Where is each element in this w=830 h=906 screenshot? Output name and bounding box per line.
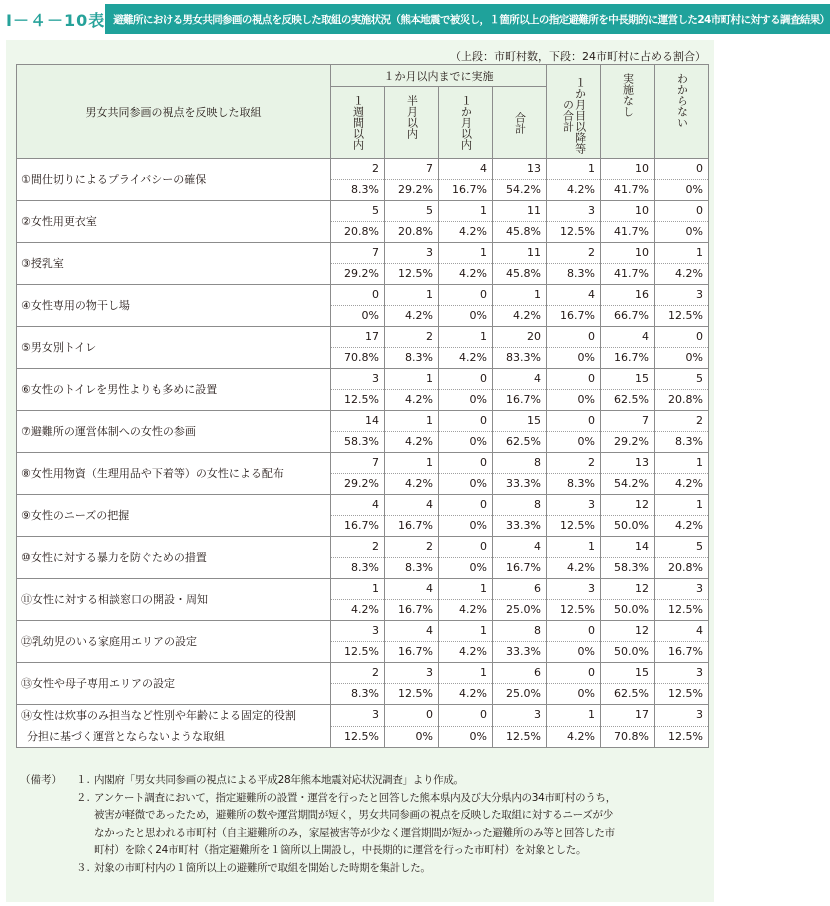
count-cell: 4 bbox=[385, 621, 439, 642]
count-cell: 6 bbox=[493, 579, 547, 600]
percent-cell: 50.0% bbox=[601, 516, 655, 537]
count-cell: 3 bbox=[655, 705, 709, 727]
percent-cell: 4.2% bbox=[439, 348, 493, 369]
count-cell: 7 bbox=[331, 453, 385, 474]
percent-cell: 58.3% bbox=[601, 558, 655, 579]
count-cell: 0 bbox=[439, 705, 493, 727]
percent-cell: 16.7% bbox=[547, 306, 601, 327]
note-text: 被害が軽微であったため，避難所の数や運営期間が短く，男女共同参画の視点を反映した取組に対するニーズが少 bbox=[94, 809, 613, 821]
percent-cell: 4.2% bbox=[439, 264, 493, 285]
count-cell: 3 bbox=[331, 705, 385, 727]
note-number bbox=[76, 807, 94, 825]
table-row-count bbox=[17, 285, 709, 306]
count-cell: 3 bbox=[547, 495, 601, 516]
percent-cell: 50.0% bbox=[601, 642, 655, 663]
count-cell: 0 bbox=[439, 285, 493, 306]
note-line bbox=[20, 807, 700, 825]
count-cell: 4 bbox=[331, 495, 385, 516]
row-label: ⑤男女別トイレ bbox=[17, 327, 331, 369]
count-cell: 3 bbox=[655, 663, 709, 684]
percent-cell: 25.0% bbox=[493, 600, 547, 621]
group-header: １か月以内までに実施 bbox=[331, 65, 547, 87]
row-label-line: ⑭女性は炊事のみ担当など性別や年齢による固定的役割 bbox=[21, 709, 296, 722]
count-cell: 2 bbox=[547, 453, 601, 474]
count-cell: 15 bbox=[601, 369, 655, 390]
count-cell: 3 bbox=[655, 579, 709, 600]
percent-cell: 12.5% bbox=[331, 642, 385, 663]
count-cell: 13 bbox=[493, 159, 547, 180]
count-cell: 5 bbox=[331, 201, 385, 222]
count-cell: 1 bbox=[439, 201, 493, 222]
count-cell: 7 bbox=[601, 411, 655, 432]
notes-label bbox=[20, 842, 76, 860]
count-cell: 0 bbox=[331, 285, 385, 306]
table-body bbox=[17, 159, 709, 748]
percent-cell: 29.2% bbox=[331, 474, 385, 495]
percent-cell: 0% bbox=[547, 684, 601, 705]
count-cell: 7 bbox=[331, 243, 385, 264]
count-cell: 4 bbox=[601, 327, 655, 348]
col-header-none: 実施なし bbox=[601, 65, 655, 159]
percent-cell: 4.2% bbox=[547, 726, 601, 748]
note-line bbox=[20, 860, 700, 878]
percent-cell: 4.2% bbox=[439, 222, 493, 243]
percent-cell: 16.7% bbox=[493, 390, 547, 411]
percent-cell: 4.2% bbox=[385, 474, 439, 495]
percent-cell: 12.5% bbox=[385, 684, 439, 705]
count-cell: 10 bbox=[601, 159, 655, 180]
row-label: ⑫乳幼児のいる家庭用エリアの設定 bbox=[17, 621, 331, 663]
percent-cell: 70.8% bbox=[601, 726, 655, 748]
count-cell: 1 bbox=[385, 453, 439, 474]
table-row-count bbox=[17, 621, 709, 642]
percent-cell: 16.7% bbox=[439, 180, 493, 201]
note-number: １. bbox=[76, 774, 90, 786]
col-header-month: １か月以内 bbox=[439, 87, 493, 159]
count-cell: 1 bbox=[385, 285, 439, 306]
col-header-unknown: わからない bbox=[655, 65, 709, 159]
percent-cell: 4.2% bbox=[493, 306, 547, 327]
percent-cell: 33.3% bbox=[493, 516, 547, 537]
percent-cell: 16.7% bbox=[385, 600, 439, 621]
percent-cell: 16.7% bbox=[493, 558, 547, 579]
count-cell: 0 bbox=[439, 453, 493, 474]
count-cell: 15 bbox=[493, 411, 547, 432]
count-cell: 1 bbox=[439, 621, 493, 642]
count-cell: 3 bbox=[385, 243, 439, 264]
percent-cell: 8.3% bbox=[385, 558, 439, 579]
percent-cell: 4.2% bbox=[547, 180, 601, 201]
note-text: なかったと思われる市町村（自主避難所のみ，家屋被害等が少なく運営期間が短かった避難所のみ等と回答した市 bbox=[94, 826, 615, 839]
note-text: 内閣府「男女共同参画の視点による平成28年熊本地震対応状況調査」より作成。 bbox=[94, 774, 464, 786]
count-cell: 1 bbox=[655, 453, 709, 474]
table-row-count bbox=[17, 159, 709, 180]
notes bbox=[20, 772, 700, 877]
row-label: ④女性専用の物干し場 bbox=[17, 285, 331, 327]
percent-cell: 20.8% bbox=[655, 390, 709, 411]
table-row-count bbox=[17, 327, 709, 348]
percent-cell: 12.5% bbox=[493, 726, 547, 748]
table-row-count bbox=[17, 369, 709, 390]
percent-cell: 4.2% bbox=[655, 474, 709, 495]
count-cell: 0 bbox=[655, 327, 709, 348]
note-text: アンケート調査において，指定避難所の設置・運営を行ったと回答した熊本県内及び大分県内の34市町村のうち， bbox=[94, 791, 616, 804]
count-cell: 1 bbox=[655, 243, 709, 264]
table-row-count bbox=[17, 663, 709, 684]
row-label: ③授乳室 bbox=[17, 243, 331, 285]
percent-cell: 54.2% bbox=[493, 180, 547, 201]
count-cell: 6 bbox=[493, 663, 547, 684]
percent-cell: 12.5% bbox=[655, 726, 709, 748]
count-cell: 3 bbox=[655, 285, 709, 306]
table-row-count bbox=[17, 537, 709, 558]
row-label: ②女性用更衣室 bbox=[17, 201, 331, 243]
percent-cell: 0% bbox=[547, 348, 601, 369]
percent-cell: 16.7% bbox=[385, 642, 439, 663]
percent-cell: 16.7% bbox=[385, 516, 439, 537]
count-cell: 1 bbox=[385, 411, 439, 432]
count-cell: 5 bbox=[655, 369, 709, 390]
percent-cell: 25.0% bbox=[493, 684, 547, 705]
percent-cell: 45.8% bbox=[493, 222, 547, 243]
count-cell: 4 bbox=[439, 159, 493, 180]
percent-cell: 33.3% bbox=[493, 642, 547, 663]
percent-cell: 20.8% bbox=[331, 222, 385, 243]
row-label: ⑥女性のトイレを男性よりも多めに設置 bbox=[17, 369, 331, 411]
count-cell: 4 bbox=[655, 621, 709, 642]
count-cell: 17 bbox=[601, 705, 655, 727]
count-cell: 8 bbox=[493, 453, 547, 474]
count-cell: 5 bbox=[385, 201, 439, 222]
count-cell: 12 bbox=[601, 495, 655, 516]
count-cell: 0 bbox=[547, 621, 601, 642]
count-cell: 1 bbox=[547, 537, 601, 558]
row-label: ⑦避難所の運営体制への女性の参画 bbox=[17, 411, 331, 453]
count-cell: 0 bbox=[439, 369, 493, 390]
count-cell: 2 bbox=[385, 537, 439, 558]
table-row-count bbox=[17, 453, 709, 474]
percent-cell: 12.5% bbox=[655, 306, 709, 327]
table-row-count bbox=[17, 201, 709, 222]
percent-cell: 12.5% bbox=[385, 264, 439, 285]
percent-cell: 12.5% bbox=[331, 726, 385, 748]
note-line bbox=[20, 772, 700, 790]
percent-cell: 4.2% bbox=[385, 390, 439, 411]
count-cell: 1 bbox=[439, 663, 493, 684]
percent-cell: 20.8% bbox=[385, 222, 439, 243]
count-cell: 2 bbox=[331, 537, 385, 558]
table-row-count bbox=[17, 243, 709, 264]
count-cell: 0 bbox=[547, 663, 601, 684]
count-cell: 11 bbox=[493, 243, 547, 264]
note-text: 対象の市町村内の１箇所以上の避難所で取組を開始した時期を集計した。 bbox=[94, 861, 431, 874]
percent-cell: 0% bbox=[547, 432, 601, 453]
percent-cell: 4.2% bbox=[655, 264, 709, 285]
note-line bbox=[20, 790, 700, 808]
count-cell: 4 bbox=[493, 369, 547, 390]
count-cell: 17 bbox=[331, 327, 385, 348]
count-cell: 12 bbox=[601, 621, 655, 642]
col-header-half-month: 半月以内 bbox=[385, 87, 439, 159]
count-cell: 10 bbox=[601, 243, 655, 264]
percent-cell: 0% bbox=[439, 390, 493, 411]
percent-cell: 0% bbox=[385, 726, 439, 748]
table-title: 避難所における男女共同参画の視点を反映した取組の実施状況（熊本地震で被災し，１箇所以上の指定避難所を中長期的に運営した24市町村に対する調査結果） bbox=[105, 4, 829, 34]
count-cell: 14 bbox=[601, 537, 655, 558]
percent-cell: 45.8% bbox=[493, 264, 547, 285]
col-header-after-month: １か月目以降等の合計 bbox=[547, 65, 601, 159]
count-cell: 0 bbox=[439, 537, 493, 558]
note-number bbox=[76, 842, 94, 860]
count-cell: 10 bbox=[601, 201, 655, 222]
percent-cell: 4.2% bbox=[331, 600, 385, 621]
count-cell: 1 bbox=[547, 705, 601, 727]
table-row-count bbox=[17, 579, 709, 600]
count-cell: 12 bbox=[601, 579, 655, 600]
percent-cell: 20.8% bbox=[655, 558, 709, 579]
percent-cell: 58.3% bbox=[331, 432, 385, 453]
row-label: ①間仕切りによるプライバシーの確保 bbox=[17, 159, 331, 201]
percent-cell: 8.3% bbox=[547, 264, 601, 285]
percent-cell: 12.5% bbox=[547, 516, 601, 537]
count-cell: 8 bbox=[493, 621, 547, 642]
count-cell: 0 bbox=[655, 201, 709, 222]
percent-cell: 8.3% bbox=[655, 432, 709, 453]
count-cell: 3 bbox=[547, 201, 601, 222]
percent-cell: 29.2% bbox=[601, 432, 655, 453]
percent-cell: 0% bbox=[655, 180, 709, 201]
count-cell: 4 bbox=[385, 495, 439, 516]
table-row-count bbox=[17, 411, 709, 432]
percent-cell: 4.2% bbox=[439, 642, 493, 663]
percent-cell: 0% bbox=[655, 348, 709, 369]
percent-cell: 12.5% bbox=[655, 684, 709, 705]
count-cell: 0 bbox=[385, 705, 439, 727]
percent-cell: 4.2% bbox=[439, 684, 493, 705]
item-header: 男女共同参画の視点を反映した取組 bbox=[17, 65, 331, 159]
unit-note: （上段：市町村数，下段：24市町村に占める割合） bbox=[450, 50, 706, 63]
count-cell: 0 bbox=[439, 411, 493, 432]
count-cell: 2 bbox=[655, 411, 709, 432]
count-cell: 5 bbox=[655, 537, 709, 558]
count-cell: 0 bbox=[439, 495, 493, 516]
count-cell: 15 bbox=[601, 663, 655, 684]
notes-label: （備考） bbox=[20, 774, 62, 786]
percent-cell: 41.7% bbox=[601, 222, 655, 243]
percent-cell: 8.3% bbox=[331, 180, 385, 201]
percent-cell: 16.7% bbox=[331, 516, 385, 537]
percent-cell: 0% bbox=[439, 432, 493, 453]
count-cell: 4 bbox=[385, 579, 439, 600]
count-cell: 14 bbox=[331, 411, 385, 432]
percent-cell: 8.3% bbox=[385, 348, 439, 369]
percent-cell: 62.5% bbox=[601, 390, 655, 411]
percent-cell: 8.3% bbox=[547, 474, 601, 495]
percent-cell: 0% bbox=[439, 306, 493, 327]
percent-cell: 4.2% bbox=[547, 558, 601, 579]
row-label: ⑨女性のニーズの把握 bbox=[17, 495, 331, 537]
count-cell: 3 bbox=[331, 369, 385, 390]
count-cell: 1 bbox=[547, 159, 601, 180]
percent-cell: 0% bbox=[331, 306, 385, 327]
notes-label bbox=[20, 860, 76, 878]
row-label: ⑪女性に対する相談窓口の開設・周知 bbox=[17, 579, 331, 621]
percent-cell: 4.2% bbox=[439, 600, 493, 621]
percent-cell: 41.7% bbox=[601, 180, 655, 201]
percent-cell: 0% bbox=[547, 642, 601, 663]
table-number: Ⅰ－４－10表 bbox=[6, 10, 106, 30]
percent-cell: 62.5% bbox=[601, 684, 655, 705]
note-number: ３. bbox=[76, 861, 90, 874]
notes-label bbox=[20, 790, 76, 808]
count-cell: 1 bbox=[439, 243, 493, 264]
note-line bbox=[20, 825, 700, 843]
table-row-count bbox=[17, 495, 709, 516]
percent-cell: 4.2% bbox=[655, 516, 709, 537]
count-cell: 4 bbox=[547, 285, 601, 306]
results-table bbox=[16, 64, 709, 748]
count-cell: 0 bbox=[655, 159, 709, 180]
percent-cell: 12.5% bbox=[547, 222, 601, 243]
percent-cell: 83.3% bbox=[493, 348, 547, 369]
percent-cell: 0% bbox=[655, 222, 709, 243]
percent-cell: 41.7% bbox=[601, 264, 655, 285]
count-cell: 1 bbox=[439, 327, 493, 348]
percent-cell: 8.3% bbox=[331, 558, 385, 579]
count-cell: 13 bbox=[601, 453, 655, 474]
percent-cell: 12.5% bbox=[331, 390, 385, 411]
notes-label bbox=[20, 807, 76, 825]
percent-cell: 0% bbox=[547, 390, 601, 411]
count-cell: 1 bbox=[655, 495, 709, 516]
percent-cell: 70.8% bbox=[331, 348, 385, 369]
percent-cell: 0% bbox=[439, 558, 493, 579]
count-cell: 1 bbox=[385, 369, 439, 390]
percent-cell: 50.0% bbox=[601, 600, 655, 621]
count-cell: 11 bbox=[493, 201, 547, 222]
percent-cell: 16.7% bbox=[601, 348, 655, 369]
percent-cell: 29.2% bbox=[331, 264, 385, 285]
count-cell: 2 bbox=[385, 327, 439, 348]
count-cell: 1 bbox=[331, 579, 385, 600]
percent-cell: 0% bbox=[439, 516, 493, 537]
percent-cell: 66.7% bbox=[601, 306, 655, 327]
table-row-count bbox=[17, 705, 709, 727]
count-cell: 2 bbox=[547, 243, 601, 264]
percent-cell: 4.2% bbox=[385, 432, 439, 453]
count-cell: 7 bbox=[385, 159, 439, 180]
note-text: 町村）を除く24市町村（指定避難所を１箇所以上開設し，中長期的に運営を行った市町村）を対象とした。 bbox=[94, 844, 587, 856]
count-cell: 2 bbox=[331, 663, 385, 684]
note-number: ２. bbox=[76, 791, 90, 804]
count-cell: 16 bbox=[601, 285, 655, 306]
percent-cell: 54.2% bbox=[601, 474, 655, 495]
percent-cell: 12.5% bbox=[655, 600, 709, 621]
row-label: ⑧女性用物資（生理用品や下着等）の女性による配布 bbox=[17, 453, 331, 495]
count-cell: 3 bbox=[331, 621, 385, 642]
count-cell: 4 bbox=[493, 537, 547, 558]
row-label-line: 分担に基づく運営とならないような取組 bbox=[27, 730, 225, 743]
row-label: ⑬女性や母子専用エリアの設定 bbox=[17, 663, 331, 705]
notes-label bbox=[20, 825, 76, 843]
percent-cell: 8.3% bbox=[331, 684, 385, 705]
count-cell: 1 bbox=[493, 285, 547, 306]
percent-cell: 4.2% bbox=[385, 306, 439, 327]
percent-cell: 0% bbox=[439, 474, 493, 495]
percent-cell: 16.7% bbox=[655, 642, 709, 663]
count-cell: 0 bbox=[547, 369, 601, 390]
note-number bbox=[76, 825, 94, 843]
row-label: ⑩女性に対する暴力を防ぐための措置 bbox=[17, 537, 331, 579]
count-cell: 0 bbox=[547, 327, 601, 348]
count-cell: 3 bbox=[547, 579, 601, 600]
percent-cell: 0% bbox=[439, 726, 493, 748]
count-cell: 20 bbox=[493, 327, 547, 348]
count-cell: 1 bbox=[439, 579, 493, 600]
count-cell: 2 bbox=[331, 159, 385, 180]
count-cell: 0 bbox=[547, 411, 601, 432]
percent-cell: 62.5% bbox=[493, 432, 547, 453]
percent-cell: 33.3% bbox=[493, 474, 547, 495]
col-header-total: 合計 bbox=[493, 87, 547, 159]
count-cell: 3 bbox=[385, 663, 439, 684]
col-header-week: １週間以内 bbox=[331, 87, 385, 159]
note-line bbox=[20, 842, 700, 860]
percent-cell: 12.5% bbox=[547, 600, 601, 621]
percent-cell: 29.2% bbox=[385, 180, 439, 201]
count-cell: 8 bbox=[493, 495, 547, 516]
count-cell: 3 bbox=[493, 705, 547, 727]
title-bar bbox=[0, 0, 830, 38]
row-label bbox=[17, 705, 331, 748]
